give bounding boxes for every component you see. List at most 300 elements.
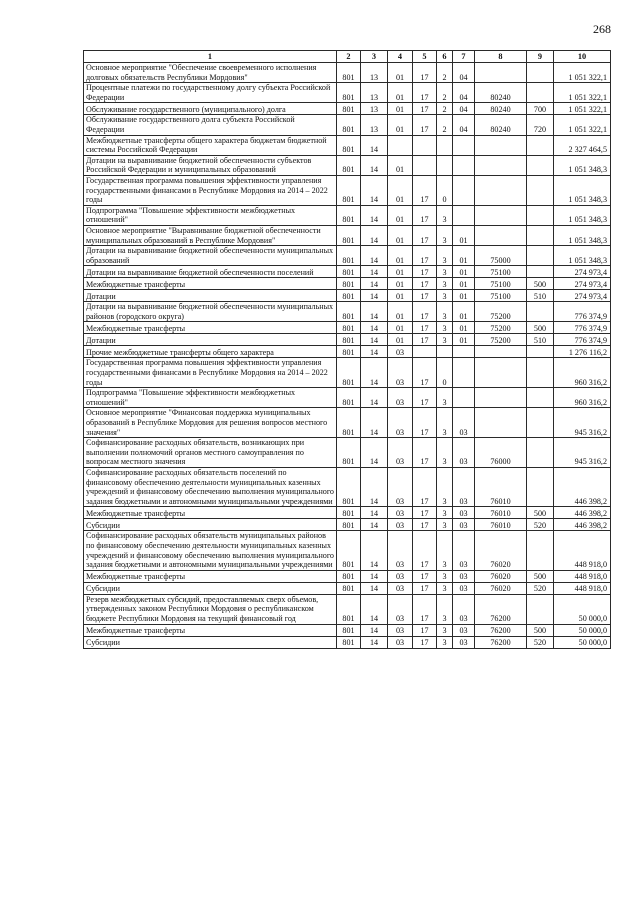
cell-code-6: 3 [437, 322, 453, 334]
row-name: Субсидии [84, 519, 337, 531]
cell-code-7: 01 [453, 225, 475, 245]
cell-code-7: 03 [453, 624, 475, 636]
cell-code-6: 3 [437, 334, 453, 346]
cell-code-3: 14 [361, 302, 388, 322]
cell-code-8: 75200 [475, 334, 527, 346]
cell-code-6: 3 [437, 531, 453, 570]
table-row [84, 531, 611, 570]
cell-amount: 776 374,9 [554, 302, 611, 322]
cell-code-6: 3 [437, 246, 453, 266]
cell-amount: 960 316,2 [554, 358, 611, 388]
cell-code-7 [453, 205, 475, 225]
cell-amount: 50 000,0 [554, 594, 611, 624]
row-name: Подпрограмма "Повышение эффективности межбюджетных отношений" [84, 205, 337, 225]
cell-code-4: 03 [388, 388, 413, 408]
cell-code-9: 700 [527, 103, 554, 115]
cell-code-4: 01 [388, 278, 413, 290]
cell-code-8: 76010 [475, 507, 527, 519]
cell-code-5: 17 [413, 290, 437, 302]
cell-code-6: 3 [437, 278, 453, 290]
cell-code-8 [475, 205, 527, 225]
cell-code-4: 01 [388, 290, 413, 302]
cell-code-2: 801 [337, 408, 361, 438]
cell-code-9: 720 [527, 115, 554, 135]
column-header: 8 [475, 51, 527, 63]
cell-code-3: 14 [361, 624, 388, 636]
cell-code-7: 03 [453, 519, 475, 531]
cell-code-3: 14 [361, 594, 388, 624]
cell-code-2: 801 [337, 135, 361, 155]
row-name: Софинансирование расходных обязательств, возникающих при выполнении полномочий органов местного самоуправления по вопросам местного значения [84, 438, 337, 468]
row-name: Дотации на выравнивание бюджетной обеспеченности муниципальных образований [84, 246, 337, 266]
cell-code-4: 03 [388, 531, 413, 570]
row-name: Основное мероприятие "Выравнивание бюджетной обеспеченности муниципальных образований в Республике Мордовия" [84, 225, 337, 245]
cell-code-8: 76200 [475, 594, 527, 624]
cell-code-9: 500 [527, 278, 554, 290]
cell-code-2: 801 [337, 205, 361, 225]
row-name: Межбюджетные трансферты общего характера бюджетам бюджетной системы Российской Федерации [84, 135, 337, 155]
cell-code-4 [388, 135, 413, 155]
cell-code-8 [475, 225, 527, 245]
table-row [84, 519, 611, 531]
cell-amount: 448 918,0 [554, 582, 611, 594]
table-row [84, 438, 611, 468]
cell-code-4: 03 [388, 358, 413, 388]
cell-code-2: 801 [337, 624, 361, 636]
cell-code-3: 14 [361, 290, 388, 302]
cell-code-8: 76020 [475, 570, 527, 582]
row-name: Дотации на выравнивание бюджетной обеспеченности поселений [84, 266, 337, 278]
cell-code-7 [453, 346, 475, 358]
cell-code-9 [527, 468, 554, 507]
cell-code-3: 14 [361, 438, 388, 468]
cell-code-7: 03 [453, 636, 475, 648]
cell-code-3: 14 [361, 278, 388, 290]
cell-amount: 1 276 116,2 [554, 346, 611, 358]
table-row [84, 115, 611, 135]
cell-code-5: 17 [413, 103, 437, 115]
table-row [84, 205, 611, 225]
cell-code-3: 14 [361, 246, 388, 266]
cell-code-8: 76010 [475, 519, 527, 531]
cell-code-7: 03 [453, 468, 475, 507]
table-row [84, 594, 611, 624]
cell-code-7: 04 [453, 115, 475, 135]
cell-code-2: 801 [337, 115, 361, 135]
cell-code-6: 3 [437, 594, 453, 624]
cell-code-2: 801 [337, 358, 361, 388]
cell-code-7: 01 [453, 290, 475, 302]
cell-code-5: 17 [413, 278, 437, 290]
cell-code-2: 801 [337, 468, 361, 507]
cell-amount: 274 973,4 [554, 266, 611, 278]
cell-code-6: 3 [437, 519, 453, 531]
cell-code-8: 80240 [475, 83, 527, 103]
cell-code-4: 01 [388, 225, 413, 245]
cell-code-7 [453, 135, 475, 155]
cell-code-8 [475, 175, 527, 205]
cell-code-2: 801 [337, 388, 361, 408]
cell-code-2: 801 [337, 63, 361, 83]
cell-code-5 [413, 135, 437, 155]
cell-code-5: 17 [413, 175, 437, 205]
cell-code-3: 13 [361, 115, 388, 135]
cell-code-5: 17 [413, 507, 437, 519]
cell-code-5: 17 [413, 624, 437, 636]
cell-code-9: 520 [527, 636, 554, 648]
table-row [84, 155, 611, 175]
cell-code-5 [413, 346, 437, 358]
cell-amount: 945 316,2 [554, 438, 611, 468]
column-header: 1 [84, 51, 337, 63]
cell-code-8: 76200 [475, 636, 527, 648]
cell-code-8 [475, 63, 527, 83]
cell-code-7: 03 [453, 438, 475, 468]
cell-code-9: 510 [527, 334, 554, 346]
row-name: Дотации на выравнивание бюджетной обеспеченности субъектов Российской Федерации и муниципальных образований [84, 155, 337, 175]
cell-code-5: 17 [413, 266, 437, 278]
cell-code-6: 3 [437, 570, 453, 582]
cell-code-5: 17 [413, 594, 437, 624]
cell-amount: 776 374,9 [554, 334, 611, 346]
cell-code-2: 801 [337, 594, 361, 624]
cell-code-2: 801 [337, 266, 361, 278]
cell-code-4: 03 [388, 594, 413, 624]
row-name: Обслуживание государственного (муниципального) долга [84, 103, 337, 115]
row-name: Софинансирование расходных обязательств поселений по финансовому обеспечению деятельности муниципальных казенных учреждений и финансовому обеспечению выполнения муниципального задания бюджетными и автономными муниципальными учреждениями [84, 468, 337, 507]
cell-code-4: 03 [388, 570, 413, 582]
cell-code-8: 75100 [475, 278, 527, 290]
cell-code-2: 801 [337, 438, 361, 468]
cell-code-6: 3 [437, 624, 453, 636]
cell-code-4: 01 [388, 83, 413, 103]
row-name: Субсидии [84, 636, 337, 648]
row-name: Межбюджетные трансферты [84, 507, 337, 519]
cell-amount: 448 918,0 [554, 531, 611, 570]
cell-code-2: 801 [337, 636, 361, 648]
cell-code-2: 801 [337, 507, 361, 519]
cell-code-8: 75100 [475, 266, 527, 278]
cell-code-5: 17 [413, 388, 437, 408]
cell-code-3: 14 [361, 346, 388, 358]
cell-code-4: 03 [388, 468, 413, 507]
cell-code-7: 01 [453, 266, 475, 278]
cell-code-4: 03 [388, 438, 413, 468]
cell-code-8: 80240 [475, 103, 527, 115]
cell-code-3: 14 [361, 155, 388, 175]
table-row [84, 266, 611, 278]
cell-code-9 [527, 302, 554, 322]
row-name: Межбюджетные трансферты [84, 624, 337, 636]
cell-amount: 1 051 348,3 [554, 155, 611, 175]
table-row [84, 83, 611, 103]
cell-code-5: 17 [413, 358, 437, 388]
cell-code-6 [437, 155, 453, 175]
cell-amount: 1 051 348,3 [554, 246, 611, 266]
cell-code-4: 01 [388, 246, 413, 266]
cell-amount: 1 051 348,3 [554, 225, 611, 245]
cell-code-7: 04 [453, 83, 475, 103]
cell-amount: 1 051 322,1 [554, 115, 611, 135]
cell-code-7 [453, 388, 475, 408]
cell-code-3: 14 [361, 582, 388, 594]
cell-code-6: 3 [437, 582, 453, 594]
cell-code-8: 80240 [475, 115, 527, 135]
table-row [84, 624, 611, 636]
column-header: 5 [413, 51, 437, 63]
cell-code-7: 01 [453, 302, 475, 322]
cell-code-2: 801 [337, 103, 361, 115]
cell-code-6: 3 [437, 388, 453, 408]
table-row [84, 246, 611, 266]
table-row [84, 582, 611, 594]
cell-amount: 446 398,2 [554, 468, 611, 507]
cell-code-9 [527, 135, 554, 155]
cell-code-6: 3 [437, 290, 453, 302]
row-name: Софинансирование расходных обязательств муниципальных районов по финансовому обеспечению деятельности муниципальных казенных учреждений и финансовому обеспечению выполнения муниципального задания бюджетными и автономными муниципальными учреждениями [84, 531, 337, 570]
cell-amount: 50 000,0 [554, 636, 611, 648]
cell-code-9: 500 [527, 507, 554, 519]
cell-code-5: 17 [413, 83, 437, 103]
table-row [84, 334, 611, 346]
cell-amount: 2 327 464,5 [554, 135, 611, 155]
cell-code-3: 14 [361, 408, 388, 438]
cell-code-6: 3 [437, 468, 453, 507]
table-row [84, 135, 611, 155]
row-name: Обслуживание государственного долга субъекта Российской Федерации [84, 115, 337, 135]
row-name: Субсидии [84, 582, 337, 594]
cell-code-3: 14 [361, 507, 388, 519]
cell-code-3: 14 [361, 205, 388, 225]
cell-code-9: 520 [527, 582, 554, 594]
cell-code-5 [413, 155, 437, 175]
column-header: 9 [527, 51, 554, 63]
cell-code-4: 01 [388, 175, 413, 205]
cell-code-2: 801 [337, 290, 361, 302]
cell-code-5: 17 [413, 438, 437, 468]
cell-code-8: 76020 [475, 582, 527, 594]
cell-code-7: 03 [453, 507, 475, 519]
column-header: 3 [361, 51, 388, 63]
cell-code-9: 500 [527, 322, 554, 334]
cell-code-5: 17 [413, 468, 437, 507]
cell-code-5: 17 [413, 246, 437, 266]
cell-code-7: 03 [453, 582, 475, 594]
cell-code-7: 01 [453, 246, 475, 266]
header-row [84, 51, 611, 63]
row-name: Прочие межбюджетные трансферты общего характера [84, 346, 337, 358]
cell-code-2: 801 [337, 302, 361, 322]
cell-code-2: 801 [337, 322, 361, 334]
page-number: 268 [593, 22, 611, 36]
cell-code-9 [527, 205, 554, 225]
cell-code-4: 03 [388, 519, 413, 531]
cell-amount: 448 918,0 [554, 570, 611, 582]
cell-code-6: 3 [437, 636, 453, 648]
cell-code-6: 3 [437, 225, 453, 245]
row-name: Дотации на выравнивание бюджетной обеспеченности муниципальных районов (городского округа) [84, 302, 337, 322]
cell-amount: 1 051 348,3 [554, 205, 611, 225]
cell-code-8 [475, 155, 527, 175]
cell-amount: 1 051 322,1 [554, 63, 611, 83]
cell-code-9: 500 [527, 570, 554, 582]
cell-code-4: 03 [388, 408, 413, 438]
cell-code-9: 500 [527, 624, 554, 636]
table-row [84, 346, 611, 358]
cell-code-4: 01 [388, 115, 413, 135]
cell-code-2: 801 [337, 346, 361, 358]
cell-code-9 [527, 225, 554, 245]
cell-amount: 1 051 348,3 [554, 175, 611, 205]
table-row [84, 570, 611, 582]
cell-code-9 [527, 594, 554, 624]
cell-code-6: 3 [437, 266, 453, 278]
cell-code-5: 17 [413, 531, 437, 570]
cell-code-3: 14 [361, 519, 388, 531]
cell-code-6: 0 [437, 358, 453, 388]
cell-code-9 [527, 63, 554, 83]
cell-code-3: 14 [361, 358, 388, 388]
row-name: Подпрограмма "Повышение эффективности межбюджетных отношений" [84, 388, 337, 408]
cell-code-4: 01 [388, 322, 413, 334]
cell-code-6: 3 [437, 408, 453, 438]
cell-code-3: 14 [361, 225, 388, 245]
cell-code-9 [527, 531, 554, 570]
cell-code-2: 801 [337, 334, 361, 346]
table-row [84, 302, 611, 322]
cell-code-5: 17 [413, 582, 437, 594]
row-name: Резерв межбюджетных субсидий, предоставляемых сверх объемов, утвержденных законом Республики Мордовия о республиканском бюджете Республики Мордовия на текущий финансовый год [84, 594, 337, 624]
column-header: 10 [554, 51, 611, 63]
cell-code-6: 2 [437, 103, 453, 115]
cell-code-6: 3 [437, 507, 453, 519]
cell-amount: 446 398,2 [554, 507, 611, 519]
cell-code-6 [437, 346, 453, 358]
cell-code-8: 75200 [475, 322, 527, 334]
cell-amount: 960 316,2 [554, 388, 611, 408]
cell-code-9: 510 [527, 290, 554, 302]
cell-code-3: 14 [361, 570, 388, 582]
cell-code-6: 3 [437, 302, 453, 322]
cell-amount: 945 316,2 [554, 408, 611, 438]
budget-table [83, 50, 611, 649]
cell-code-3: 14 [361, 531, 388, 570]
cell-code-9 [527, 266, 554, 278]
cell-code-6: 0 [437, 175, 453, 205]
cell-code-6: 2 [437, 115, 453, 135]
cell-code-7: 03 [453, 594, 475, 624]
row-name: Государственная программа повышения эффективности управления государственными финансами в Республике Мордовия на 2014 – 2022 годы [84, 175, 337, 205]
cell-code-6: 3 [437, 438, 453, 468]
cell-amount: 274 973,4 [554, 278, 611, 290]
cell-code-8 [475, 346, 527, 358]
cell-code-3: 14 [361, 468, 388, 507]
cell-code-2: 801 [337, 570, 361, 582]
table-row [84, 175, 611, 205]
cell-code-7 [453, 358, 475, 388]
cell-code-8: 75200 [475, 302, 527, 322]
cell-code-8: 76010 [475, 468, 527, 507]
cell-code-6: 2 [437, 63, 453, 83]
cell-code-5: 17 [413, 334, 437, 346]
cell-code-3: 14 [361, 322, 388, 334]
cell-code-4: 01 [388, 103, 413, 115]
cell-code-5: 17 [413, 519, 437, 531]
cell-code-4: 03 [388, 624, 413, 636]
cell-code-4: 01 [388, 155, 413, 175]
cell-code-5: 17 [413, 302, 437, 322]
cell-code-7: 03 [453, 408, 475, 438]
table-row [84, 358, 611, 388]
cell-code-9 [527, 83, 554, 103]
cell-code-3: 14 [361, 266, 388, 278]
cell-code-9 [527, 346, 554, 358]
cell-code-9 [527, 358, 554, 388]
cell-amount: 1 051 322,1 [554, 83, 611, 103]
cell-code-5: 17 [413, 322, 437, 334]
cell-code-7: 01 [453, 334, 475, 346]
table-row [84, 103, 611, 115]
table-row [84, 225, 611, 245]
cell-code-5: 17 [413, 636, 437, 648]
cell-code-3: 14 [361, 175, 388, 205]
cell-code-4: 01 [388, 63, 413, 83]
column-header: 2 [337, 51, 361, 63]
cell-code-8 [475, 388, 527, 408]
table-row [84, 468, 611, 507]
cell-code-6 [437, 135, 453, 155]
cell-code-9 [527, 408, 554, 438]
cell-amount: 776 374,9 [554, 322, 611, 334]
cell-code-8: 76200 [475, 624, 527, 636]
cell-code-8: 76000 [475, 438, 527, 468]
table-row [84, 63, 611, 83]
row-name: Межбюджетные трансферты [84, 278, 337, 290]
row-name: Государственная программа повышения эффективности управления государственными финансами в Республике Мордовия на 2014 – 2022 годы [84, 358, 337, 388]
table-row [84, 388, 611, 408]
cell-code-4: 01 [388, 302, 413, 322]
cell-code-8: 75100 [475, 290, 527, 302]
table-body [84, 63, 611, 649]
row-name: Процентные платежи по государственному долгу субъекта Российской Федерации [84, 83, 337, 103]
cell-code-9 [527, 246, 554, 266]
cell-code-5: 17 [413, 63, 437, 83]
cell-code-4: 03 [388, 507, 413, 519]
cell-amount: 446 398,2 [554, 519, 611, 531]
cell-code-9 [527, 155, 554, 175]
cell-amount: 50 000,0 [554, 624, 611, 636]
cell-code-8: 75000 [475, 246, 527, 266]
cell-code-2: 801 [337, 531, 361, 570]
cell-code-9 [527, 438, 554, 468]
table-row [84, 322, 611, 334]
cell-code-6: 3 [437, 205, 453, 225]
cell-code-2: 801 [337, 175, 361, 205]
table-row [84, 507, 611, 519]
cell-amount: 1 051 322,1 [554, 103, 611, 115]
cell-code-2: 801 [337, 246, 361, 266]
column-header: 4 [388, 51, 413, 63]
cell-code-3: 14 [361, 636, 388, 648]
cell-code-8 [475, 135, 527, 155]
row-name: Основное мероприятие "Обеспечение своевременного исполнения долговых обязательств Республики Мордовия" [84, 63, 337, 83]
table-row [84, 278, 611, 290]
cell-code-6: 2 [437, 83, 453, 103]
cell-code-7: 01 [453, 322, 475, 334]
cell-code-5: 17 [413, 205, 437, 225]
cell-code-9 [527, 175, 554, 205]
cell-code-4: 01 [388, 266, 413, 278]
